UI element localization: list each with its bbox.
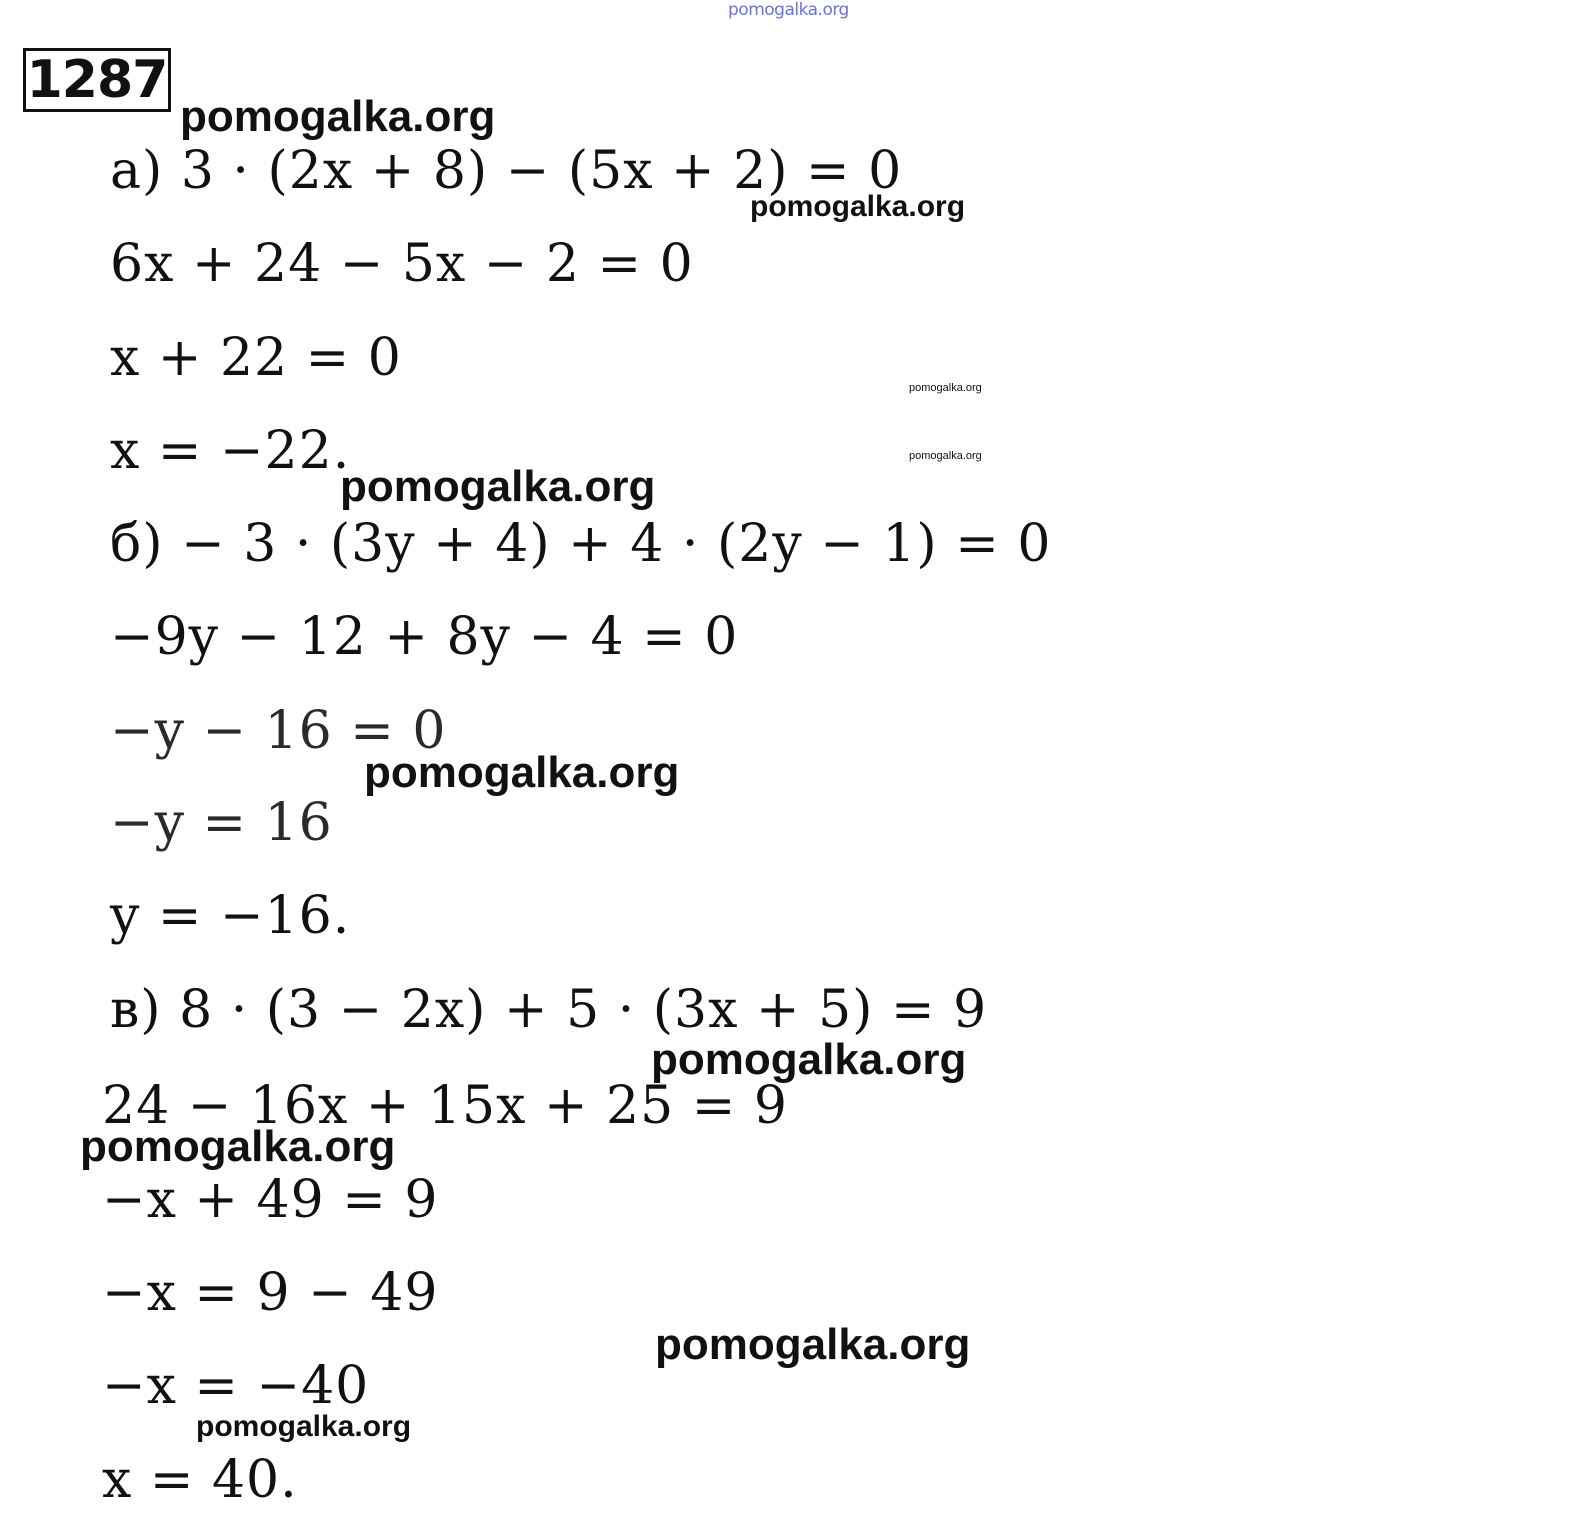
equation-b-3: −y − 16 = 0: [110, 701, 447, 761]
equation-b-2: −9y − 12 + 8y − 4 = 0: [110, 607, 739, 667]
watermark: pomogalka.org: [80, 1122, 396, 1171]
equation-c-6: x = 40.: [102, 1450, 298, 1510]
equation-b-4: −y = 16: [110, 793, 333, 853]
watermark: pomogalka.org: [180, 92, 496, 141]
equation-b-1: б) − 3 · (3y + 4) + 4 · (2y − 1) = 0: [110, 514, 1052, 574]
site-watermark-top: pomogalka.org: [728, 0, 849, 20]
equation-c-4: −x = 9 − 49: [102, 1263, 439, 1323]
watermark: pomogalka.org: [655, 1320, 971, 1369]
equation-c-5: −x = −40: [102, 1356, 370, 1416]
equation-a-4: x = −22.: [110, 421, 351, 481]
watermark: pomogalka.org: [651, 1035, 967, 1084]
equation-a-3: x + 22 = 0: [110, 328, 402, 388]
equation-c-2: 24 − 16x + 15x + 25 = 9: [102, 1076, 788, 1136]
equation-a-1: а) 3 · (2x + 8) − (5x + 2) = 0: [110, 141, 903, 201]
equation-c-1: в) 8 · (3 − 2x) + 5 · (3x + 5) = 9: [110, 980, 988, 1040]
problem-number: 1287: [23, 48, 171, 112]
equation-b-5: y = −16.: [110, 886, 351, 946]
watermark: pomogalka.org: [909, 382, 982, 394]
watermark: pomogalka.org: [909, 450, 982, 462]
watermark: pomogalka.org: [364, 748, 680, 797]
equation-a-2: 6x + 24 − 5x − 2 = 0: [110, 234, 694, 294]
watermark: pomogalka.org: [196, 1410, 412, 1443]
watermark: pomogalka.org: [750, 190, 966, 223]
watermark: pomogalka.org: [340, 462, 656, 511]
equation-c-3: −x + 49 = 9: [102, 1170, 439, 1230]
